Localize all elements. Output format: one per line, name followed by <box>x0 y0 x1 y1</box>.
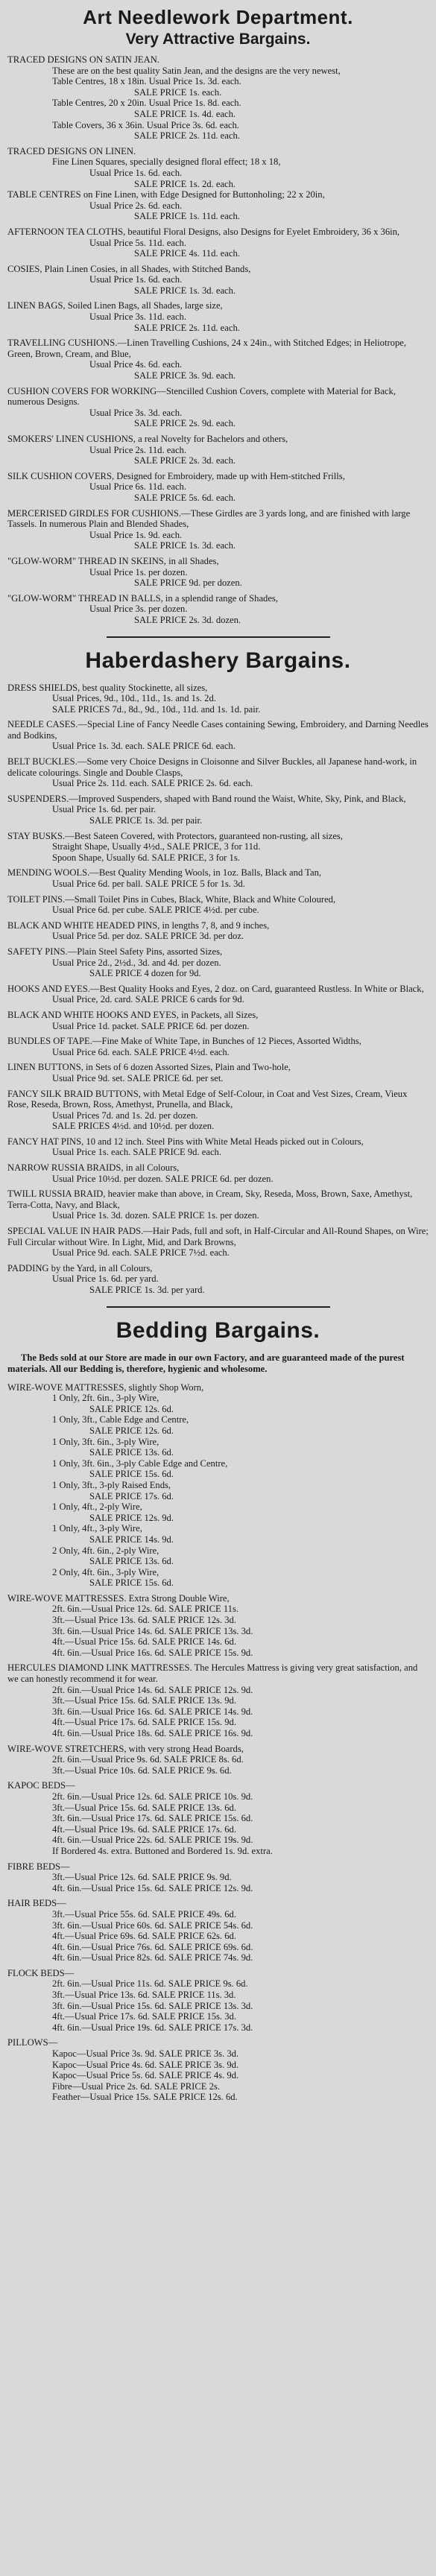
listing-heading: SAFETY PINS.—Plain Steel Safety Pins, assorted Sizes, <box>7 946 223 957</box>
listing-heading: DRESS SHIELDS, best quality Stockinette, all sizes, <box>7 682 208 693</box>
listing-item <box>7 54 429 142</box>
listing-line: 4ft. 6in.—Usual Price 16s. 6d. SALE PRICE 15s. 9d. <box>52 1647 253 1658</box>
listing-line: Usual Price 6s. 11d. each. <box>89 481 186 493</box>
listing-line: SALE PRICES 4½d. and 10½d. per dozen. <box>52 1121 215 1132</box>
listing-item <box>7 1780 429 1856</box>
bedding-items <box>7 1382 429 2103</box>
listing-item <box>7 386 429 429</box>
listing-line: Usual Price 2s. 6d. each. <box>89 200 183 211</box>
listing-line: 1 Only, 4ft., 2-ply Wire, <box>52 1501 142 1513</box>
listing-line: SALE PRICE 1s. 4d. each. <box>134 108 236 119</box>
listing-line: 3ft.—Usual Price 15s. 6d. SALE PRICE 13s. 6d. <box>52 1802 236 1813</box>
listing-heading: "GLOW-WORM" THREAD IN BALLS, in a splendid range of Shades, <box>7 592 278 604</box>
listing-line: SALE PRICE 3s. 9d. each. <box>134 370 236 382</box>
listing-line: Usual Price 9d. each. SALE PRICE 7½d. each. <box>52 1247 230 1259</box>
listing-line: 4ft.—Usual Price 17s. 6d. SALE PRICE 15s. 3d. <box>52 2011 236 2022</box>
listing-line: Usual Price 1s. 6d. each. <box>89 167 183 178</box>
listing-line: SALE PRICES 7d., 8d., 9d., 10d., 11d. and 1s. 1d. pair. <box>52 703 261 715</box>
listing-line: SALE PRICE 4 dozen for 9d. <box>89 968 201 979</box>
listing-line: Usual Price 2s. 11d. each. <box>89 444 186 455</box>
listing-line: Fine Linen Squares, specially designed floral effect; 18 x 18, <box>52 156 281 168</box>
listing-item <box>7 1968 429 2034</box>
listing-line: 3ft.—Usual Price 13s. 6d. SALE PRICE 12s. 3d. <box>52 1615 236 1626</box>
listing-line: Usual Price 3s. per dozen. <box>89 604 188 615</box>
listing-heading: HOOKS AND EYES.—Best Quality Hooks and Eyes, 2 doz. on Card, guaranteed Rustless. In White or Black, <box>7 983 424 994</box>
listing-item <box>7 1010 429 1031</box>
listing-line: SALE PRICE 15s. 6d. <box>89 1469 174 1480</box>
listing-line: 2 Only, 4ft. 6in., 2-ply Wire, <box>52 1545 159 1556</box>
listing-line: SALE PRICE 4s. 11d. each. <box>134 248 240 259</box>
listing-line: 1 Only, 3ft. 6in., 3-ply Cable Edge and Centre, <box>52 1458 228 1469</box>
listing-line: 1 Only, 4ft., 3-ply Wire, <box>52 1523 142 1534</box>
listing-line: 2ft. 6in.—Usual Price 12s. 6d. SALE PRICE 11s. <box>52 1604 239 1615</box>
listing-item <box>7 1744 429 1776</box>
listing-line: 4ft.—Usual Price 19s. 6d. SALE PRICE 17s. 6d. <box>52 1823 236 1835</box>
advertisement-page <box>7 0 429 2103</box>
listing-heading: "GLOW-WORM" THREAD IN SKEINS, in all Shades, <box>7 555 219 566</box>
listing-line: Usual Price 5s. 11d. each. <box>89 237 186 248</box>
haberdashery-title: Haberdashery Bargains. <box>85 648 351 673</box>
listing-line: 4ft.—Usual Price 17s. 6d. SALE PRICE 15s. 9d. <box>52 1717 236 1728</box>
listing-heading: MERCERISED GIRDLES FOR CUSHIONS.—These Girdles are 3 yards long, and are finished with large Tassels. In numerous Plain and Blended Shades, <box>7 507 411 530</box>
listing-item <box>7 1861 429 1894</box>
listing-item <box>7 1036 429 1057</box>
listing-item <box>7 794 429 826</box>
listing-line: SALE PRICE 12s. 6d. <box>89 1425 174 1436</box>
listing-line: 2ft. 6in.—Usual Price 14s. 6d. SALE PRICE 12s. 9d. <box>52 1684 253 1695</box>
listing-line: SALE PRICE 17s. 6d. <box>89 1490 174 1501</box>
listing-item <box>7 338 429 381</box>
listing-heading: SUSPENDERS.—Improved Suspenders, shaped with Band round the Waist, White, Sky, Pink, and Black, <box>7 793 406 804</box>
listing-item <box>7 146 429 222</box>
listing-line: 3ft. 6in.—Usual Price 60s. 6d. SALE PRICE 54s. 6d. <box>52 1920 253 1931</box>
section-divider <box>107 1306 330 1308</box>
listing-line: Usual Price 1s. 6d. per pair. <box>52 804 157 815</box>
listing-line: Usual Price, 2d. card. SALE PRICE 6 cards for 9d. <box>52 994 244 1005</box>
bedding-intro: The Beds sold at our Store are made in our own Factory, and are guaranteed made of the purest materials. All our Bedding is, therefore, hygienic and wholesome. <box>7 1352 405 1374</box>
listing-heading: BLACK AND WHITE HEADED PINS, in lengths 7, 8, and 9 inches, <box>7 920 270 931</box>
listing-line: SALE PRICE 5s. 6d. each. <box>134 492 236 503</box>
listing-line: Usual Prices 7d. and 1s. 2d. per dozen. <box>52 1110 198 1121</box>
listing-item <box>7 946 429 979</box>
listing-heading: WIRE-WOVE STRETCHERS, with very strong Head Boards, <box>7 1743 244 1754</box>
listing-line: Usual Price 3s. 3d. each. <box>89 407 183 418</box>
listing-line: 4ft.—Usual Price 15s. 6d. SALE PRICE 14s. 6d. <box>52 1636 236 1648</box>
listing-line: Usual Price 1s. 6d. each. <box>89 274 183 285</box>
listing-line: Usual Price 1s. each. SALE PRICE 9d. each. <box>52 1147 221 1158</box>
listing-line: 4ft. 6in.—Usual Price 82s. 6d. SALE PRICE 74s. 9d. <box>52 1952 253 1963</box>
listing-item <box>7 434 429 466</box>
listing-line: SALE PRICE 12s. 9d. <box>89 1512 174 1523</box>
needlework-items <box>7 54 429 626</box>
listing-item <box>7 2037 429 2103</box>
listing-line: 3ft.—Usual Price 12s. 6d. SALE PRICE 9s. 9d. <box>52 1872 232 1883</box>
listing-item <box>7 920 429 942</box>
listing-line: 2ft. 6in.—Usual Price 11s. 6d. SALE PRICE 9s. 6d. <box>52 1978 248 1990</box>
listing-line: TABLE CENTRES on Fine Linen, with Edge Designed for Buttonholing; 22 x 20in, <box>7 189 325 200</box>
listing-line: Usual Price 1s. per dozen. <box>89 566 188 577</box>
listing-line: 4ft. 6in.—Usual Price 18s. 6d. SALE PRICE 16s. 9d. <box>52 1728 253 1738</box>
listing-line: SALE PRICE 2s. 11d. each. <box>134 130 240 142</box>
listing-item <box>7 894 429 916</box>
bedding-title: Bedding Bargains. <box>116 1317 320 1343</box>
listing-item <box>7 831 429 864</box>
listing-heading: BUNDLES OF TAPE.—Fine Make of White Tape, in Bunches of 12 Pieces, Assorted Widths, <box>7 1036 361 1047</box>
listing-item <box>7 1263 429 1296</box>
listing-item <box>7 1089 429 1132</box>
listing-line: Kapoc—Usual Price 5s. 6d. SALE PRICE 4s. 9d. <box>52 2070 239 2081</box>
listing-heading: SMOKERS' LINEN CUSHIONS, a real Novelty for Bachelors and others, <box>7 434 288 444</box>
listing-line: SALE PRICE 1s. 3d. each. <box>134 540 236 551</box>
listing-line: SALE PRICE 14s. 9d. <box>89 1534 174 1545</box>
listing-line: SALE PRICE 1s. each. <box>134 86 222 98</box>
listing-line: 3ft.—Usual Price 13s. 6d. SALE PRICE 11s. 3d. <box>52 1990 236 2001</box>
listing-line: 4ft. 6in.—Usual Price 15s. 6d. SALE PRICE 12s. 9d. <box>52 1882 253 1893</box>
needlework-title: Art Needlework Department. <box>83 6 353 28</box>
listing-line: Table Centres, 20 x 20in. Usual Price 1s. 8d. each. <box>52 98 241 109</box>
listing-line: Table Covers, 36 x 36in. Usual Price 3s. 6d. each. <box>52 119 239 130</box>
listing-item <box>7 1382 429 1589</box>
listing-line: SALE PRICE 15s. 6d. <box>89 1577 174 1589</box>
listing-heading: WIRE-WOVE MATTRESSES. Extra Strong Double Wire, <box>7 1592 230 1604</box>
listing-line: 1 Only, 3ft. 6in., 3-ply Wire, <box>52 1436 159 1447</box>
listing-heading: FLOCK BEDS— <box>7 1967 75 1978</box>
listing-heading: MENDING WOOLS.—Best Quality Mending Wools, in 1oz. Balls, Black and Tan, <box>7 867 322 879</box>
listing-line: Usual Price 1s. 3d. each. SALE PRICE 6d. each. <box>52 741 236 752</box>
listing-item <box>7 984 429 1005</box>
listing-line: Fibre—Usual Price 2s. 6d. SALE PRICE 2s. <box>52 2080 220 2092</box>
listing-line: 1 Only, 3ft., 3-ply Raised Ends, <box>52 1479 171 1490</box>
listing-item <box>7 756 429 789</box>
listing-item <box>7 867 429 889</box>
listing-heading: NEEDLE CASES.—Special Line of Fancy Needle Cases containing Sewing, Embroidery, and Darning Needles and Bodkins, <box>7 719 429 741</box>
listing-line: Usual Price 6d. each. SALE PRICE 4½d. each. <box>52 1046 230 1057</box>
listing-heading: PADDING by the Yard, in all Colours, <box>7 1262 153 1273</box>
listing-line: SALE PRICE 2s. 3d. each. <box>134 455 236 466</box>
listing-line: 3ft. 6in.—Usual Price 17s. 6d. SALE PRICE 15s. 6d. <box>52 1813 253 1824</box>
listing-heading: TWILL RUSSIA BRAID, heavier make than above, in Cream, Sky, Reseda, Moss, Brown, Saxe, Amethyst, Terra-Cotta, Navy, and Black, <box>7 1189 413 1210</box>
listing-line: SALE PRICE 2s. 9d. each. <box>134 418 236 429</box>
listing-item <box>7 1593 429 1659</box>
listing-line: SALE PRICE 1s. 3d. each. <box>134 285 236 296</box>
listing-line: Feather—Usual Price 15s. SALE PRICE 12s. 6d. <box>52 2092 238 2103</box>
listing-item <box>7 1898 429 1963</box>
listing-line: SALE PRICE 13s. 6d. <box>89 1447 174 1458</box>
listing-line: Spoon Shape, Usually 6d. SALE PRICE, 3 for 1s. <box>52 852 240 863</box>
listing-line: Usual Price 2d., 2½d., 3d. and 4d. per dozen. <box>52 957 221 968</box>
listing-heading: AFTERNOON TEA CLOTHS, beautiful Floral Designs, also Designs for Eyelet Embroidery, 36 x 36in, <box>7 226 400 237</box>
listing-heading: WIRE-WOVE MATTRESSES, slightly Shop Worn, <box>7 1382 204 1393</box>
listing-line: Usual Price 1s. 6d. per yard. <box>52 1273 159 1285</box>
listing-line: 3ft. 6in.—Usual Price 16s. 6d. SALE PRICE 14s. 9d. <box>52 1706 253 1717</box>
listing-line: Usual Price 3s. 11d. each. <box>89 311 186 323</box>
listing-item <box>7 719 429 752</box>
listing-line: SALE PRICE 2s. 11d. each. <box>134 322 240 333</box>
listing-line: Usual Price 1s. 9d. each. <box>89 529 183 540</box>
listing-item <box>7 1062 429 1083</box>
listing-item <box>7 300 429 333</box>
listing-heading: FANCY HAT PINS, 10 and 12 inch. Steel Pins with White Metal Heads picked out in Colours, <box>7 1136 364 1147</box>
haberdashery-section <box>7 648 429 1296</box>
listing-line: 1 Only, 2ft. 6in., 3-ply Wire, <box>52 1393 159 1404</box>
listing-line: Usual Price 1d. packet. SALE PRICE 6d. per dozen. <box>52 1020 250 1031</box>
listing-item <box>7 471 429 504</box>
listing-heading: TOILET PINS.—Small Toilet Pins in Cubes, Black, White, Black and White Coloured, <box>7 893 336 905</box>
listing-line: 3ft.—Usual Price 15s. 6d. SALE PRICE 13s. 9d. <box>52 1695 236 1706</box>
listing-line: SALE PRICE 1s. 3d. per yard. <box>89 1285 205 1295</box>
listing-line: 2 Only, 4ft. 6in., 3-ply Wire, <box>52 1566 159 1577</box>
listing-line: Usual Price 2s. 11d. each. SALE PRICE 2s. 6d. each. <box>52 778 253 789</box>
listing-line: These are on the best quality Satin Jean, and the designs are the very newest, <box>52 65 341 76</box>
listing-item <box>7 593 429 626</box>
listing-heading: LINEN BAGS, Soiled Linen Bags, all Shades, large size, <box>7 300 223 311</box>
listing-line: 2ft. 6in.—Usual Price 12s. 6d. SALE PRICE 10s. 9d. <box>52 1791 253 1802</box>
listing-item <box>7 1162 429 1184</box>
listing-line: Usual Price 1s. 3d. dozen. SALE PRICE 1s. per dozen. <box>52 1210 259 1221</box>
listing-item <box>7 683 429 715</box>
listing-heading: TRACED DESIGNS ON SATIN JEAN. <box>7 54 159 65</box>
needlework-subtitle: Very Attractive Bargains. <box>125 31 311 48</box>
listing-heading: FIBRE BEDS— <box>7 1861 70 1872</box>
listing-line: SALE PRICE 1s. 11d. each. <box>134 211 240 222</box>
listing-heading: SILK CUSHION COVERS, Designed for Embroidery, made up with Hem-stitched Frills, <box>7 470 345 481</box>
listing-item <box>7 264 429 297</box>
listing-heading: PILLOWS— <box>7 2037 58 2048</box>
listing-line: 4ft. 6in.—Usual Price 22s. 6d. SALE PRICE 19s. 9d. <box>52 1835 253 1846</box>
listing-heading: SPECIAL VALUE IN HAIR PADS.—Hair Pads, full and soft, in Half-Circular and All-Round Shapes, on Wire; Full Circular without Wire. In Light, Mid, and Dark Browns, <box>7 1226 429 1247</box>
listing-heading: STAY BUSKS.—Best Sateen Covered, with Protectors, guaranteed non-rusting, all sizes, <box>7 830 343 841</box>
listing-line: Usual Prices, 9d., 10d., 11d., 1s. and 1s. 2d. <box>52 693 216 704</box>
listing-heading: COSIES, Plain Linen Cosies, in all Shades, with Stitched Bands, <box>7 263 251 274</box>
listing-line: Kapoc—Usual Price 3s. 9d. SALE PRICE 3s. 3d. <box>52 2048 239 2060</box>
listing-line: Straight Shape, Usually 4½d., SALE PRICE, 3 for 11d. <box>52 841 261 852</box>
listing-line: Usual Price 6d. per cube. SALE PRICE 4½d. per cube. <box>52 905 259 916</box>
bedding-section <box>7 1318 429 2103</box>
listing-heading: NARROW RUSSIA BRAIDS, in all Colours, <box>7 1162 180 1174</box>
listing-line: Usual Price 6d. per ball. SALE PRICE 5 for 1s. 3d. <box>52 879 245 889</box>
listing-item <box>7 1662 429 1738</box>
listing-heading: KAPOC BEDS— <box>7 1780 75 1791</box>
listing-item <box>7 1189 429 1221</box>
listing-item <box>7 227 429 259</box>
listing-heading: CUSHION COVERS FOR WORKING—Stencilled Cushion Covers, complete with Material for Back, numerous Designs. <box>7 385 396 408</box>
listing-line: Usual Price 9d. set. SALE PRICE 6d. per set. <box>52 1072 224 1083</box>
listing-line: 3ft.—Usual Price 10s. 6d. SALE PRICE 9s. 6d. <box>52 1765 232 1776</box>
listing-heading: LINEN BUTTONS, in Sets of 6 dozen Assorted Sizes, Plain and Two-hole, <box>7 1062 291 1073</box>
haberdashery-items <box>7 683 429 1296</box>
listing-line: 3ft.—Usual Price 55s. 6d. SALE PRICE 49s. 6d. <box>52 1908 236 1920</box>
listing-item <box>7 556 429 589</box>
listing-item <box>7 508 429 551</box>
listing-heading: HAIR BEDS— <box>7 1898 66 1909</box>
listing-line: SALE PRICE 1s. 3d. per pair. <box>89 815 203 826</box>
listing-line: 4ft. 6in.—Usual Price 19s. 6d. SALE PRICE 17s. 3d. <box>52 2022 253 2033</box>
listing-line: Usual Price 4s. 6d. each. <box>89 359 183 370</box>
listing-heading: FANCY SILK BRAID BUTTONS, with Metal Edge of Self-Colour, in Coat and Vest Sizes, Cream, Vieux Rose, Reseda, Brown, Ross, Amethyst, Prunella, and Black, <box>7 1088 408 1110</box>
listing-heading: TRAVELLING CUSHIONS.—Linen Travelling Cushions, 24 x 24in., with Stitched Edges; in Heliotrope, Green, Brown, Cream, and Blue, <box>7 338 406 359</box>
listing-heading: TRACED DESIGNS ON LINEN. <box>7 145 136 156</box>
section-divider <box>107 636 330 638</box>
listing-line: 4ft. 6in.—Usual Price 76s. 6d. SALE PRICE 69s. 6d. <box>52 1941 253 1952</box>
listing-line: 4ft.—Usual Price 69s. 6d. SALE PRICE 62s. 6d. <box>52 1931 236 1942</box>
listing-line: SALE PRICE 2s. 3d. dozen. <box>134 614 241 625</box>
listing-line: 2ft. 6in.—Usual Price 9s. 6d. SALE PRICE 8s. 6d. <box>52 1754 244 1765</box>
listing-line: SALE PRICE 9d. per dozen. <box>134 577 242 589</box>
listing-line: 1 Only, 3ft., Cable Edge and Centre, <box>52 1414 189 1425</box>
listing-line: 3ft. 6in.—Usual Price 15s. 6d. SALE PRICE 13s. 3d. <box>52 2000 253 2011</box>
listing-line: Table Centres, 18 x 18in. Usual Price 1s. 3d. each. <box>52 76 241 87</box>
listing-heading: BLACK AND WHITE HOOKS AND EYES, in Packets, all Sizes, <box>7 1009 259 1020</box>
listing-item <box>7 1226 429 1259</box>
listing-line: Kapoc—Usual Price 4s. 6d. SALE PRICE 3s. 9d. <box>52 2059 239 2070</box>
listing-item <box>7 1136 429 1158</box>
listing-heading: BELT BUCKLES.—Some very Choice Designs in Cloisonne and Silver Buckles, all Japanese hand-work, in delicate colourings. Single and Double Clasps, <box>7 756 417 778</box>
needlework-section <box>7 6 429 626</box>
listing-line: If Bordered 4s. extra. Buttoned and Bordered 1s. 9d. extra. <box>52 1845 273 1856</box>
listing-line: SALE PRICE 12s. 6d. <box>89 1403 174 1414</box>
listing-line: SALE PRICE 1s. 2d. each. <box>134 178 236 189</box>
listing-line: Usual Price 5d. per doz. SALE PRICE 3d. per doz. <box>52 931 244 942</box>
listing-line: Usual Price 10½d. per dozen. SALE PRICE 6d. per dozen. <box>52 1173 274 1184</box>
listing-line: 3ft. 6in.—Usual Price 14s. 6d. SALE PRICE 13s. 3d. <box>52 1625 253 1636</box>
listing-heading: HERCULES DIAMOND LINK MATTRESSES. The Hercules Mattress is giving very great satisfaction, and we can honestly recommend it for wear. <box>7 1662 418 1685</box>
listing-line: SALE PRICE 13s. 6d. <box>89 1556 174 1567</box>
